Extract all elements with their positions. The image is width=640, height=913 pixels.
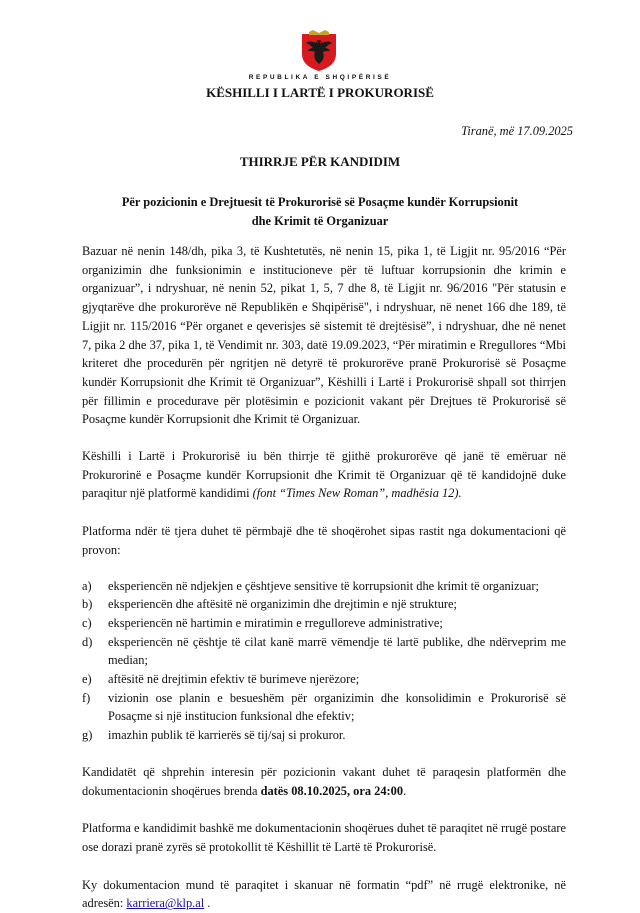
document-subtitle: Për pozicionin e Drejtuesit të Prokurorisë së Posaçme kundër Korrupsionit dhe Krimit të Organizuar xyxy=(121,195,519,228)
list-item xyxy=(82,689,566,726)
deadline-text: Kandidatët që shprehin interesin për pozicionin vakant duhet të paraqesin platformën dhe dokumentacionin shoqërues brenda xyxy=(82,764,566,798)
legal-basis-paragraph: Bazuar në nenin 148/dh, pika 3, të Kushtetutës, në nenin 15, pika 1, të Ligjit nr. 95/2016 “Për organizimin dhe funksionimin e institucioneve për të luftuar korrupsionin dhe krimin e organizuar”, i ndryshuar, në nenin 52, pikat 1, 5, 7 dhe 8, të Ligjit nr. 96/2016 "Për statusin e gjyqtarëve dhe prokurorëve në Republikën e Shqipërisë", i ndryshuar, në nenet 166 dhe 189, të Ligjit nr. 115/2016 “Për organet e qeverisjes së sistemit të drejtësisë”, i ndryshuar, dhe në nenet 7, pika 2 dhe 37, pika 1, të Vendimit nr. 303, datë 19.09.2023, “Për miratimin e Rregullores “Mbi kriteret dhe procedurën për ngritjen në detyrë të prokurorëve pranë Prokurorisë së Posaçme kundër Korrupsionit dhe Krimit të Organizuar”, Këshilli i Lartë i Prokurorisë shpall sot thirrjen për fillimin e procedurave për plotësimin e pozicionit vakant për Drejtues të Prokurorisë së Posaçme kundër Korrupsionit dhe Krimit të Organizuar. xyxy=(82,244,566,427)
document-body xyxy=(82,242,566,913)
platform-intro-paragraph: Platforma ndër të tjera duhet të përmbajë dhe të shoqërohet sipas rastit nga dokumentacioni që provon: xyxy=(82,524,566,557)
list-item xyxy=(82,670,566,689)
list-item xyxy=(82,614,566,633)
list-item-label: d) xyxy=(82,634,93,649)
document-date: Tiranë, më 17.09.2025 xyxy=(461,124,573,138)
email-link[interactable]: karriera@klp.al xyxy=(126,896,205,911)
list-item-text: eksperiencën dhe aftësitë në organizimin dhe drejtimin e një strukture; xyxy=(108,597,457,612)
republic-name: REPUBLIKA E SHQIPËRISË xyxy=(248,74,392,81)
list-item xyxy=(82,633,566,670)
list-item-label: b) xyxy=(82,597,93,612)
list-item-label: a) xyxy=(82,578,92,593)
list-item-label: g) xyxy=(82,728,93,743)
invitation-text: Këshilli i Lartë i Prokurorisë iu bën thirrje të gjithë prokurorëve që janë të emëruar në Prokurorinë e Posaçme kundër Korrupsionit dhe Krimit të Organizuar që të kandidojnë duke paraqitur një platformë kandidimi xyxy=(82,449,566,501)
list-item xyxy=(82,726,566,745)
list-item-label: c) xyxy=(82,615,92,630)
email-intro-text: Ky dokumentacion mund të paraqitet i skanuar në formatin “pdf” në rrugë elektronike, në adresën: xyxy=(82,877,566,911)
document-title: THIRRJE PËR KANDIDIM xyxy=(239,154,401,169)
list-item-text: imazhin publik të karrierës së tij/saj si prokuror. xyxy=(108,728,346,743)
institution-name: KËSHILLI I LARTË I PROKURORISË xyxy=(206,85,434,100)
list-item-text: aftësitë në drejtimin efektiv të burimeve njerëzore; xyxy=(108,672,360,687)
list-item-text: eksperiencën në hartimin e miratimin e rregulloreve administrative; xyxy=(108,615,443,630)
submission-paragraph: Platforma e kandidimit bashkë me dokumentacionin shoqërues duhet të paraqitet në rrugë postare ose dorazi pranë zyrës së protokollit të Këshillit të Lartë të Prokurorisë. xyxy=(82,821,566,854)
invitation-paragraph xyxy=(82,447,566,503)
list-item-text: vizionin ose planin e besueshëm për organizimin dhe konsolidimin e Prokurorisë së Posaçme si një institucion funksional dhe efektiv; xyxy=(108,690,566,724)
list-item-text: eksperiencën në çështje të cilat kanë marrë vëmendje të lartë publike, dhe ndërveprim me median; xyxy=(108,634,566,668)
requirements-list xyxy=(82,577,566,745)
deadline-date: datës 08.10.2025, ora 24:00 xyxy=(260,783,404,798)
font-requirement-note: (font “Times New Roman”, madhësia 12). xyxy=(252,486,462,501)
list-item-label: e) xyxy=(82,672,92,687)
albania-coat-of-arms-icon xyxy=(299,30,339,72)
list-item xyxy=(82,577,566,596)
list-item-text: eksperiencën në ndjekjen e çështjeve sensitive të korrupsionit dhe krimit të organizuar; xyxy=(108,578,539,593)
deadline-paragraph xyxy=(82,763,566,800)
deadline-end: . xyxy=(403,783,407,798)
email-end: . xyxy=(204,896,211,911)
list-item-label: f) xyxy=(82,690,91,705)
list-item xyxy=(82,595,566,614)
email-paragraph xyxy=(82,876,566,913)
